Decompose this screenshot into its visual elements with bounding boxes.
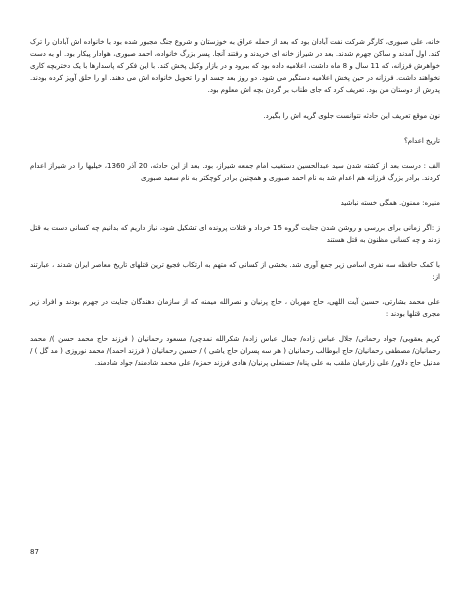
- document-body: [30, 36, 440, 382]
- page-number: 87: [30, 548, 39, 556]
- paragraph-story: خانه، علی صبوری، کارگر شرکت نفت آبادان بود که بعد از حمله عراق به خوزستان و شروع جنگ مجبور شده بود با خانواده اش آبادان را ترک کند. اول آمدند و ساکن جهرم شدند. بعد در شیراز خانه ای خریدند و رفتند آنجا. پسر بزرگ خانواده، احمد صبوری، هوادار پیکار بود. او به دست خواهرش فرزانه، که 11 سال و 8 ماه داشت، اعلامیه داده بود که ببرود و در بازار وکیل پخش کند. با این فکر که پاسدارها با یک دختربچه کاری نخواهند داشت. فرزانه در حین پخش اعلامیه دستگیر می شود. دو روز بعد جسد او را تحویل خانواده اش می دهند. او را حلق آویز کرده بودند. پدرش از دوستان من بود. تعریف کرد که جای طناب بر گردن بچه اش معلوم بود.: [30, 38, 440, 94]
- paragraph-question-date: تاریخ اعدام؟: [404, 137, 440, 145]
- paragraph-answer-date: الف : درست بعد از کشته شدن سید عبدالحسین دستغیب امام جمعه شیراز، بود. بعد از این حادثه، 20 آذر 1360، خیلیها را در شیراز اعدام کردند. برادر بزرگ فرزانه هم اعدام شد به نام احمد صبوری و همچنین برادر کوچکتر به نام سعید صبوری: [30, 162, 440, 182]
- paragraph-investigation: ز :اگر زمانی برای بررسی و روشن شدن جنایت گروه 15 خرداد و قتلات پرونده ای تشکیل شود، نیاز داریم که بدانیم چه کسانی دست به قتل زدند و چه کسانی مظنون به قتل هستند: [30, 224, 441, 244]
- paragraph-names-intro: با کمک حافظه سه نفری اسامی زیر جمع آوری شد. بخشی از کسانی که متهم به ارتکاب فجیع ترین قتلهای تاریخ معاصر ایران شدند ، عبارتند از:: [30, 261, 440, 281]
- paragraph-crying: نون موقع تعریف این حادثه نتوانست جلوی گریه اش را بگیرد.: [263, 112, 440, 120]
- paragraph-organizers: علی محمد بشارتی، حسین آیت اللهی، حاج مهربان ، حاج پرنیان و نصرالله میمنه که از سازمان دهندگان جنایت در جهرم بودند و افراد زیر مجری قتلها بودند :: [30, 298, 440, 318]
- paragraph-perpetrators-list: کریم یعقوبی/ جواد رحمانی/ جلال عباس زاده/ جمال عباس زاده/ شکرالله نمدچی/ مسعود رحمانیان ( فرزند حاج محمد حسن )/ محمد رحمانیان/ مصطفی رحمانیان/ حاج ابوطالب رحمانیان ( هر سه پسران حاج یاشی ) / حسین رحمانیان ( فرزند احمد)/ محمد نوروزی ( مد گل ) / مدنیل حاج دلاور/ علی زارعیان ملقب به علی پناه/ حسنعلی پرنیان/ هادی فرزند حمزه/ علی محمد شادمند/ جواد شادمند.: [30, 335, 440, 367]
- paragraph-thanks: منیره: ممنون. همگی خسته نباشید: [340, 199, 440, 207]
